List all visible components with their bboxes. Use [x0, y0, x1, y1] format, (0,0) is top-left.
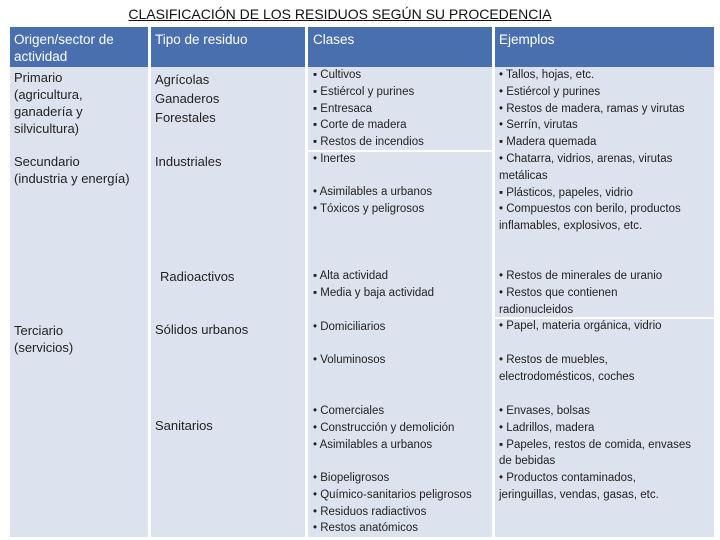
header-clases: Clases — [313, 32, 355, 47]
tipo-sanitarios: Sanitarios — [155, 418, 213, 433]
clases-primario: ▪ Cultivos ▪ Estiércol y purines ▪ Entresaca ▪ Corte de madera ▪ Restos de incendios • Inertes — [313, 69, 424, 165]
ejemplos-voluminosos: • Restos de muebles, electrodomésticos, coches — [499, 354, 635, 383]
clases-comerciales: • Comerciales • Construcción y demolición • Asimilables a urbanos — [313, 405, 455, 451]
column-separator — [492, 27, 495, 537]
clases-voluminosos: • Voluminosos — [313, 354, 386, 366]
column-separator — [148, 27, 151, 537]
sector-terciario: Terciario (servicios) — [14, 323, 74, 355]
clases-sanitarios: • Biopeligrosos • Químico-sanitarios peligrosos • Residuos radiactivos • Restos anatómicos — [313, 472, 472, 535]
column-separator — [305, 27, 308, 537]
clases-domiciliarios: • Domiciliarios — [313, 321, 386, 333]
header-tipo: Tipo de residuo — [155, 32, 248, 47]
clases-radioactivos: ▪ Alta actividad ▪ Media y baja actividad — [313, 270, 435, 299]
tipo-radioactivos: Radioactivos — [160, 269, 235, 284]
sector-secundario: Secundario (industria y energía) — [14, 154, 130, 186]
header-ejemplos: Ejemplos — [499, 32, 555, 47]
page-title: CLASIFICACIÓN DE LOS RESIDUOS SEGÚN SU PROCEDENCIA — [128, 6, 552, 22]
ejemplos-primario-secundario: • Tallos, hojas, etc. • Estiércol y purines • Restos de madera, ramas y virutas • Serrín, virutas ▪ Madera quemada • Chatarra, vidrios, arenas, virutas metálicas ▪ Plásticos, papeles, vidrio • Compuestos con berilo, productos inflamables, explosivos, etc. — [499, 69, 685, 233]
ejemplos-radioactivos: • Restos de minerales de uranio • Restos que contienen radionucleidos • Papel, materia orgánica, vidrio — [499, 270, 663, 333]
tipo-industriales: Industriales — [155, 154, 222, 169]
tipo-primario: Agrícolas Ganaderos Forestales — [155, 72, 220, 125]
header-sector: Origen/sector de actividad — [14, 32, 114, 64]
ejemplos-sanitarios: • Envases, bolsas • Ladrillos, madera ▪ Papeles, restos de comida, envases de bebidas • Productos contaminados, jeringuillas, vendas, gasas, etc. — [499, 405, 692, 501]
sector-primario: Primario (agricultura, ganadería y silvicultura) — [14, 70, 83, 136]
tipo-solidos-urbanos: Sólidos urbanos — [155, 322, 249, 337]
clases-industriales: • Asimilables a urbanos • Tóxicos y peligrosos — [313, 186, 433, 215]
